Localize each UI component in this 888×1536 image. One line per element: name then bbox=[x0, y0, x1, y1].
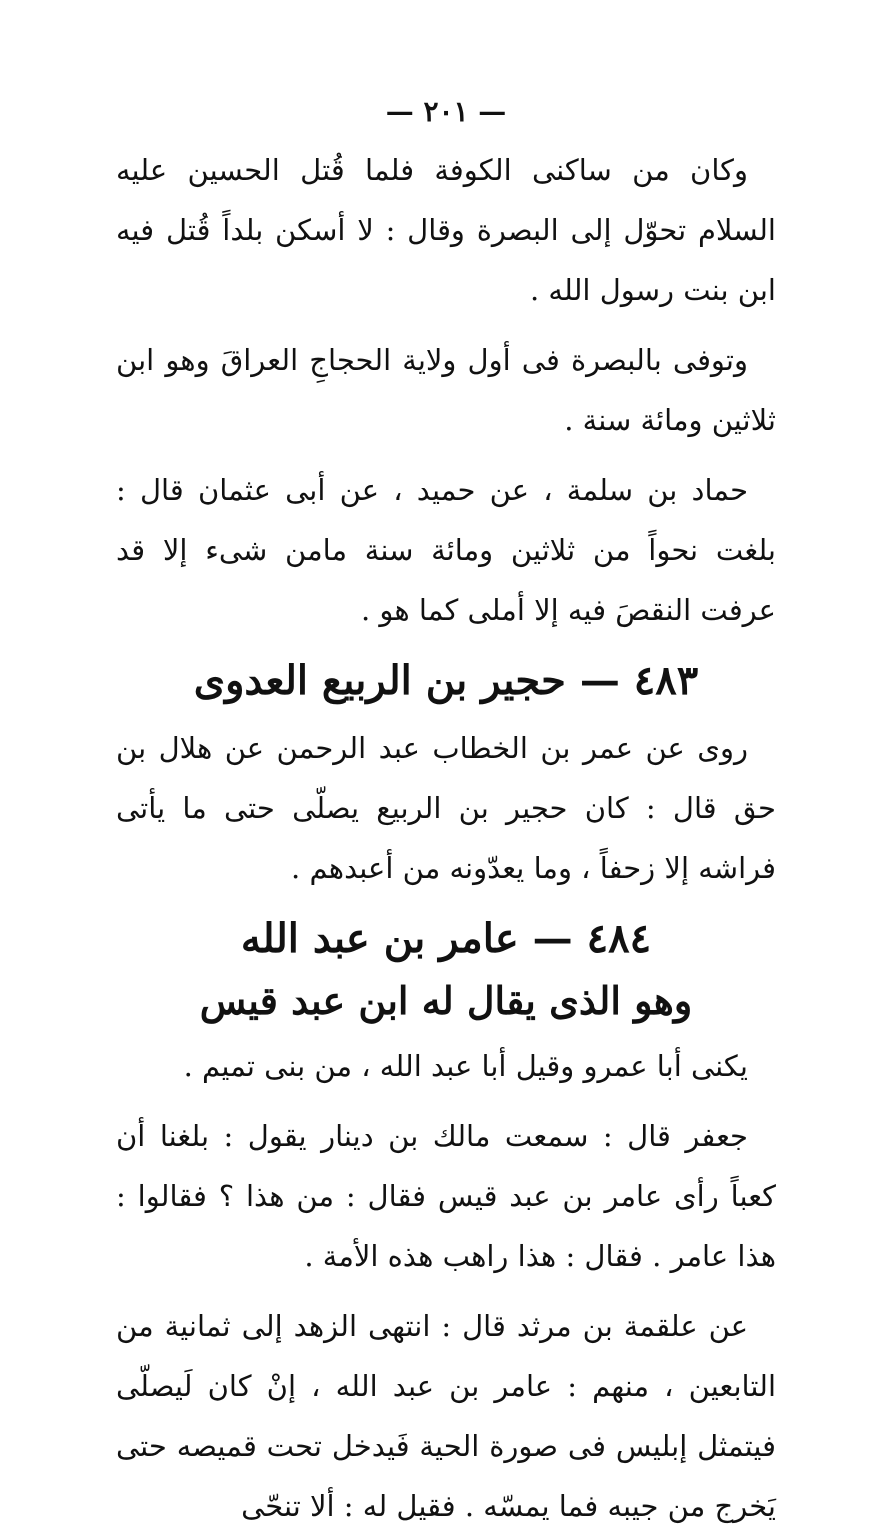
section-heading: ٤٨٤ — عامر بن عبد الله bbox=[240, 915, 652, 962]
paragraph: عن علقمة بن مرثد قال : انتهى الزهد إلى ثمانية من التابعين ، منهم : عامر بن عبد الله ، إنْ كان لَيصلّى فيتمثل إبليس فى صورة الحية فَيدخل تحت قميصه حتى يَخرج من جيبه فما يمسّه . فقيل له : ألا تنحّى bbox=[116, 1309, 776, 1523]
section-heading: ٤٨٣ — حجير بن الربيع العدوى bbox=[193, 657, 699, 704]
paragraph: يكنى أبا عمرو وقيل أبا عبد الله ، من بنى تميم . bbox=[183, 1049, 748, 1083]
paragraph: روى عن عمر بن الخطاب عبد الرحمن عن هلال بن حق قال : كان حجير بن الربيع يصلّى حتى ما يأتى فراشه إلا زحفاً ، وما يعدّونه من أعبدهم . bbox=[116, 731, 776, 885]
section-intro bbox=[116, 140, 776, 640]
paragraph: جعفر قال : سمعت مالك بن دينار يقول : بلغنا أن كعباً رأى عامر بن عبد قيس فقال : من هذا ؟ فقالوا : هذا عامر . فقال : هذا راهب هذه الأمة . bbox=[116, 1119, 776, 1273]
page-number: — ٢٠١ — bbox=[385, 95, 507, 128]
paragraph: وتوفى بالبصرة فى أول ولاية الحجاجِ العراقَ وهو ابن ثلاثين ومائة سنة . bbox=[116, 343, 776, 437]
section-484 bbox=[116, 908, 776, 1536]
paragraph: وكان من ساكنى الكوفة فلما قُتل الحسين عليه السلام تحوّل إلى البصرة وقال : لا أسكن بلداً قُتل فيه ابن بنت رسول الله . bbox=[116, 153, 776, 307]
section-483 bbox=[116, 650, 776, 898]
paragraph: حماد بن سلمة ، عن حميد ، عن أبى عثمان قال : بلغت نحواً من ثلاثين ومائة سنة مامن شىء إلا قد عرفت النقصَ فيه إلا أملى كما هو . bbox=[116, 473, 776, 627]
section-subheading: وهو الذى يقال له ابن عبد قيس bbox=[199, 978, 693, 1023]
